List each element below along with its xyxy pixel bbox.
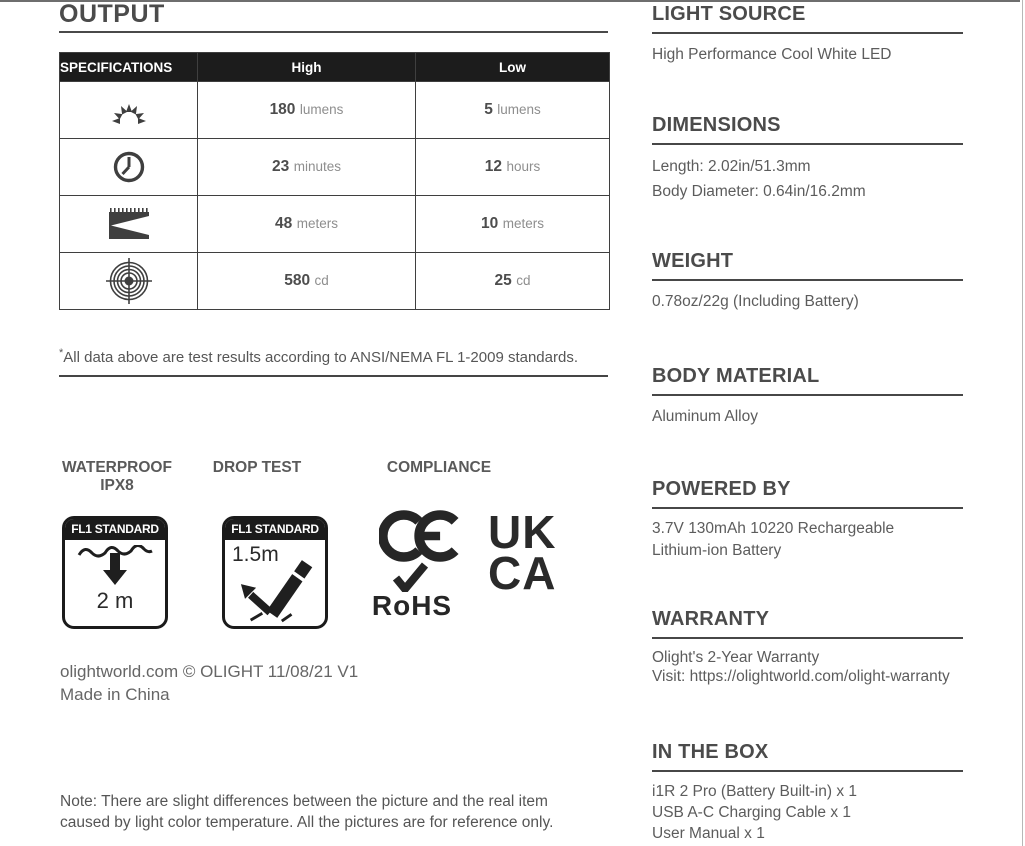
- low-value-cell: [416, 139, 610, 196]
- unit-text: lumens: [497, 102, 541, 117]
- section-weight: [652, 250, 963, 313]
- ukca-mark: [488, 506, 557, 599]
- section-underline: [652, 394, 963, 396]
- high-value-cell: [198, 139, 416, 196]
- section-line: 0.78oz/22g (Including Battery): [652, 293, 859, 310]
- copyright-line: olightworld.com © OLIGHT 11/08/21 V1: [60, 662, 359, 681]
- unit-text: meters: [296, 216, 338, 231]
- footnote-asterisk: *: [59, 347, 64, 359]
- high-value-cell: [198, 196, 416, 253]
- specifications-table: [59, 52, 610, 310]
- table-row-beam-distance: [60, 196, 610, 253]
- low-value-cell: [416, 82, 610, 139]
- ukca-line-ca: CA: [488, 547, 557, 599]
- unit-text: cd: [314, 273, 329, 288]
- section-title: BODY MATERIAL: [652, 365, 820, 387]
- section-line: High Performance Cool White LED: [652, 46, 892, 63]
- section-warranty: [652, 608, 963, 686]
- section-title: POWERED BY: [652, 478, 791, 500]
- peak-intensity-icon: [60, 253, 198, 310]
- section-underline: [652, 279, 963, 281]
- compliance-label: COMPLIANCE: [386, 459, 492, 476]
- section-underline: [652, 770, 963, 772]
- table-header-row: [60, 53, 610, 82]
- fl1-waterproof-badge: [62, 516, 168, 629]
- value-text: 5: [484, 101, 493, 118]
- section-body-material: [652, 365, 963, 428]
- right-page-edge: [1022, 0, 1023, 846]
- submersion-depth: 2 m: [96, 588, 134, 613]
- section-underline: [652, 143, 963, 145]
- section-in-the-box: [652, 741, 963, 844]
- section-dimensions: [652, 114, 963, 204]
- water-submersion-icon: [75, 545, 155, 587]
- fl1-standard-header: FL1 STANDARD: [65, 519, 165, 540]
- waterproof-badge-body: [65, 545, 165, 629]
- waterproof-label: [60, 459, 174, 495]
- falling-flashlight-icon: [227, 552, 321, 624]
- table-row-peak-intensity: [60, 253, 610, 310]
- value-text: 12: [484, 158, 502, 175]
- section-line: Body Diameter: 0.64in/16.2mm: [652, 183, 866, 200]
- rohs-label: RoHS: [371, 590, 453, 621]
- section-title: DIMENSIONS: [652, 114, 781, 136]
- low-value-cell: [416, 253, 610, 310]
- runtime-clock-icon: [60, 139, 198, 196]
- value-text: 23: [272, 158, 290, 175]
- rohs-check-icon: [392, 562, 428, 592]
- drop-test-badge-body: [225, 540, 325, 626]
- section-line: Lithium-ion Battery: [652, 542, 782, 559]
- table-row-light-output: [60, 82, 610, 139]
- section-line: Aluminum Alloy: [652, 408, 758, 425]
- section-line: 3.7V 130mAh 10220 Rechargeable: [652, 520, 895, 537]
- section-title: LIGHT SOURCE: [652, 3, 806, 25]
- value-text: 180: [269, 101, 296, 118]
- unit-text: meters: [502, 216, 544, 231]
- section-underline: [652, 637, 963, 639]
- section-line: Olight's 2-Year Warranty: [652, 649, 820, 666]
- light-output-sunburst-icon: [60, 82, 198, 139]
- value-text: 580: [284, 272, 311, 289]
- unit-text: minutes: [293, 159, 341, 174]
- made-in-line: Made in China: [60, 685, 170, 704]
- warranty-url-line: Visit: https://olightworld.com/olight-warranty: [652, 668, 950, 685]
- reference-note: [60, 791, 553, 833]
- beam-distance-icon: [60, 196, 198, 253]
- section-line: Length: 2.02in/51.3mm: [652, 158, 811, 175]
- drop-height: 1.5m: [232, 543, 279, 566]
- unit-text: hours: [506, 159, 541, 174]
- drop-test-label: DROP TEST: [212, 459, 302, 476]
- section-light-source: [652, 3, 963, 66]
- output-section-title: OUTPUT: [59, 0, 165, 28]
- note-line1: Note: There are slight differences between the picture and the real item: [60, 793, 548, 810]
- section-underline: [652, 32, 963, 34]
- value-text: 10: [481, 215, 499, 232]
- unit-text: cd: [516, 273, 531, 288]
- waterproof-label-line1: WATERPROOF: [62, 459, 172, 476]
- ansi-footnote: [59, 347, 608, 377]
- fl1-drop-test-badge: [222, 516, 328, 629]
- section-title: WARRANTY: [652, 608, 770, 630]
- section-powered-by: [652, 478, 963, 562]
- value-text: 25: [494, 272, 512, 289]
- box-item: USB A-C Charging Cable x 1: [652, 804, 852, 821]
- section-title: IN THE BOX: [652, 741, 769, 763]
- table-row-runtime: [60, 139, 610, 196]
- high-value-cell: [198, 253, 416, 310]
- box-item: User Manual x 1: [652, 825, 765, 842]
- low-column-header: Low: [416, 53, 610, 82]
- section-underline: [652, 507, 963, 509]
- high-value-cell: [198, 82, 416, 139]
- ukca-line-uk: UK: [488, 506, 557, 558]
- note-line2: caused by light color temperature. All the pictures are for reference only.: [60, 814, 554, 831]
- footnote-text: All data above are test results according to ANSI/NEMA FL 1-2009 standards.: [63, 349, 578, 366]
- high-column-header: High: [198, 53, 416, 82]
- unit-text: lumens: [299, 102, 344, 117]
- fl1-standard-header: FL1 STANDARD: [225, 519, 325, 540]
- output-title-underline: [59, 31, 608, 33]
- value-text: 48: [275, 215, 293, 232]
- low-value-cell: [416, 196, 610, 253]
- section-title: WEIGHT: [652, 250, 734, 272]
- box-item: i1R 2 Pro (Battery Built-in) x 1: [652, 783, 858, 800]
- waterproof-rating: IPX8: [100, 477, 134, 494]
- ce-mark-icon: [379, 507, 463, 565]
- specifications-column-header: SPECIFICATIONS: [60, 53, 198, 82]
